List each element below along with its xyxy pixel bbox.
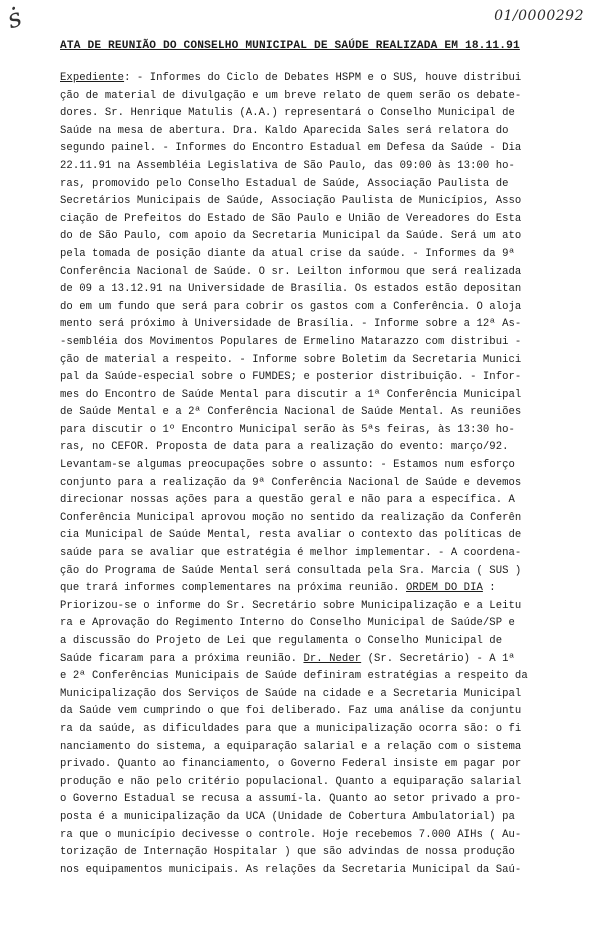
line-text: Municipalização dos Serviços de Saúde na cidade e a Secretaria Municipal [60, 687, 522, 700]
line-text: Levantam-se algumas preocupações sobre o assunto: - Estamos num esforço [60, 459, 515, 472]
line-text: : - Informes do Ciclo de Debates HSPM e o SUS, houve distribui [124, 72, 522, 84]
line-text: ra que o município decivesse o controle. Hoje recebemos 7.000 AIHs ( Au- [60, 828, 522, 841]
text-line [60, 404, 590, 422]
underlined-heading: ORDEM DO DIA [406, 582, 483, 595]
text-line [60, 615, 590, 633]
text-line [60, 387, 590, 405]
line-text: a discussão do Projeto de Lei que regulamenta o Conselho Municipal de [60, 635, 503, 647]
line-text: Conferência Municipal aprovou moção no sentido da realização da Conferên [60, 511, 522, 524]
text-line [60, 721, 590, 739]
text-line [60, 352, 590, 370]
line-text: pela tomada de posição diante da atual crise da saúde. - Informes da 9ª [60, 247, 515, 260]
line-text: nos equipamentos municipais. As relações da Secretaria Municipal da Saú- [60, 863, 522, 876]
text-line [60, 527, 590, 545]
text-line [60, 598, 590, 616]
text-line [60, 105, 590, 123]
text-line [60, 316, 590, 334]
text-line [60, 369, 590, 387]
line-text: ras, promovido pelo Conselho Estadual de Saúde, Associação Paulista de [60, 177, 509, 190]
line-text: Saúde na mesa de abertura. Dra. Kaldo Aparecida Sales será relatora do [60, 124, 509, 137]
line-text: ção de material a respeito. - Informe sobre Boletim da Secretaria Munici [60, 353, 522, 366]
line-text: Secretários Municipais de Saúde, Associação Paulista de Municípios, Asso [60, 195, 522, 208]
text-line [60, 774, 590, 792]
text-line [60, 686, 590, 704]
line-text: Priorizou-se o informe do Sr. Secretário sobre Municipalização e a Leitu [60, 599, 522, 612]
line-text: da Saúde vem cumprindo o que foi deliberado. Faz uma análise da conjuntu [60, 705, 522, 718]
text-line [60, 334, 590, 352]
text-line [60, 862, 590, 880]
line-text: mento será próximo à Universidade de Brasília. - Informe sobre a 12ª As- [60, 318, 522, 331]
handwritten-corner-mark: ṡ [3, 2, 26, 36]
text-line [60, 809, 590, 827]
text-line [60, 475, 590, 493]
text-line [60, 422, 590, 440]
line-text: : [482, 582, 496, 595]
line-text: do em um fundo que será para cobrir os gastos com a Conferência. O aloja [60, 300, 522, 313]
text-line [60, 844, 590, 862]
text-line [60, 123, 590, 141]
line-text: cia Municipal de Saúde Mental, resta avaliar o contexto das políticas de [60, 529, 522, 542]
text-line [60, 158, 590, 176]
text-line [60, 756, 590, 774]
line-text: mes do Encontro de Saúde Mental para discutir a 1ª Conferência Municipal [60, 388, 522, 401]
line-text: posta é a municipalização da UCA (Unidade de Cobertura Ambulatorial) pa [60, 810, 515, 823]
line-text: -sembléia dos Movimentos Populares de Ermelino Matarazzo com distribui - [60, 335, 522, 348]
line-text: do de São Paulo, com apoio da Secretaria Municipal da Saúde. Será um ato [60, 230, 522, 243]
text-line [60, 299, 590, 317]
text-line [60, 580, 590, 598]
line-text: e 2ª Conferências Municipais de Saúde definiram estratégias a respeito da [60, 670, 528, 683]
line-text: produção e não pelo critério populacional. Quanto a equiparação salarial [60, 775, 522, 788]
text-line [60, 739, 590, 757]
minutes-body [60, 70, 590, 879]
underlined-heading: Expediente [60, 72, 125, 84]
line-text: 22.11.91 na Assembléia Legislativa de São Paulo, das 09:00 às 13:00 ho- [60, 159, 515, 172]
line-text: pal da Saúde-especial sobre o FUMDES; e posterior distribuição. - Infor- [60, 371, 522, 384]
line-text: conjunto para a realização da 9ª Conferência Nacional de Saúde e devemos [60, 476, 522, 489]
line-text: nanciamento do sistema, a equiparação salarial e a relação com o sistema [60, 740, 522, 753]
text-line [60, 88, 590, 106]
text-line [60, 439, 590, 457]
line-text: ras, no CEFOR. Proposta de data para a realização do evento: março/92. [60, 441, 509, 454]
text-line [60, 510, 590, 528]
text-line [60, 492, 590, 510]
line-text: Conferência Nacional de Saúde. O sr. Leilton informou que será realizada [60, 265, 522, 278]
line-text: privado. Quanto ao financiamento, o Governo Federal insiste em pagar por [60, 758, 522, 771]
text-line [60, 651, 590, 669]
handwritten-document-number: 01/0000292 [494, 8, 584, 24]
text-line [60, 563, 590, 581]
text-line [60, 228, 590, 246]
text-line [60, 827, 590, 845]
text-line [60, 211, 590, 229]
line-text: ra da saúde, as dificuldades para que a municipalização ocorra são: o fi [60, 722, 522, 735]
line-text: o Governo Estadual se recusa a assumí-la. Quanto ao setor privado a pro- [60, 793, 522, 806]
line-text: que trará informes complementares na próxima reunião. [60, 582, 406, 595]
text-line [60, 703, 590, 721]
text-line [60, 264, 590, 282]
line-text: segundo painel. - Informes do Encontro Estadual em Defesa da Saúde - Dia [60, 142, 522, 155]
line-text: ção de material de divulgação e um breve relato de quem serão os debate- [60, 89, 522, 102]
line-text: (Sr. Secretário) - A 1ª [361, 652, 515, 665]
line-text: de 09 a 13.12.91 na Universidade de Brasília. Os estados estão depositan [60, 283, 522, 296]
line-text: para discutir o 1º Encontro Municipal serão às 5ªs feiras, às 13:30 ho- [60, 423, 515, 436]
text-line [60, 457, 590, 475]
text-line [60, 70, 590, 88]
line-text: torização de Internação Hospitalar ) que são advindas de nossa produção [60, 846, 515, 859]
line-text: saúde para se avaliar que estratégia é melhor implementar. - A coordena- [60, 547, 522, 560]
text-line [60, 140, 590, 158]
line-text: dores. Sr. Henrique Matulis (A.A.) representará o Conselho Municipal de [60, 107, 515, 120]
text-line [60, 281, 590, 299]
line-text: ciação de Prefeitos do Estado de São Paulo e União de Vereadores do Esta [60, 212, 522, 225]
text-line [60, 246, 590, 264]
line-text: de Saúde Mental e a 2ª Conferência Nacional de Saúde Mental. As reuniões [60, 406, 522, 419]
text-line [60, 193, 590, 211]
line-text: Saúde ficaram para a próxima reunião. [60, 652, 304, 665]
document-title: ATA DE REUNIÃO DO CONSELHO MUNICIPAL DE SAÚDE REALIZADA EM 18.11.91 [60, 40, 520, 52]
line-text: ção do Programa de Saúde Mental será consultada pela Sra. Marcia ( SUS ) [60, 564, 522, 577]
line-text: direcionar nossas ações para a questão geral e não para a específica. A [60, 494, 515, 507]
text-line [60, 176, 590, 194]
text-line [60, 668, 590, 686]
line-text: ra e Aprovação do Regimento Interno do Conselho Municipal de Saúde/SP e [60, 617, 515, 630]
text-line [60, 545, 590, 563]
text-line [60, 791, 590, 809]
underlined-heading: Dr. Neder [303, 652, 362, 665]
text-line [60, 633, 590, 651]
